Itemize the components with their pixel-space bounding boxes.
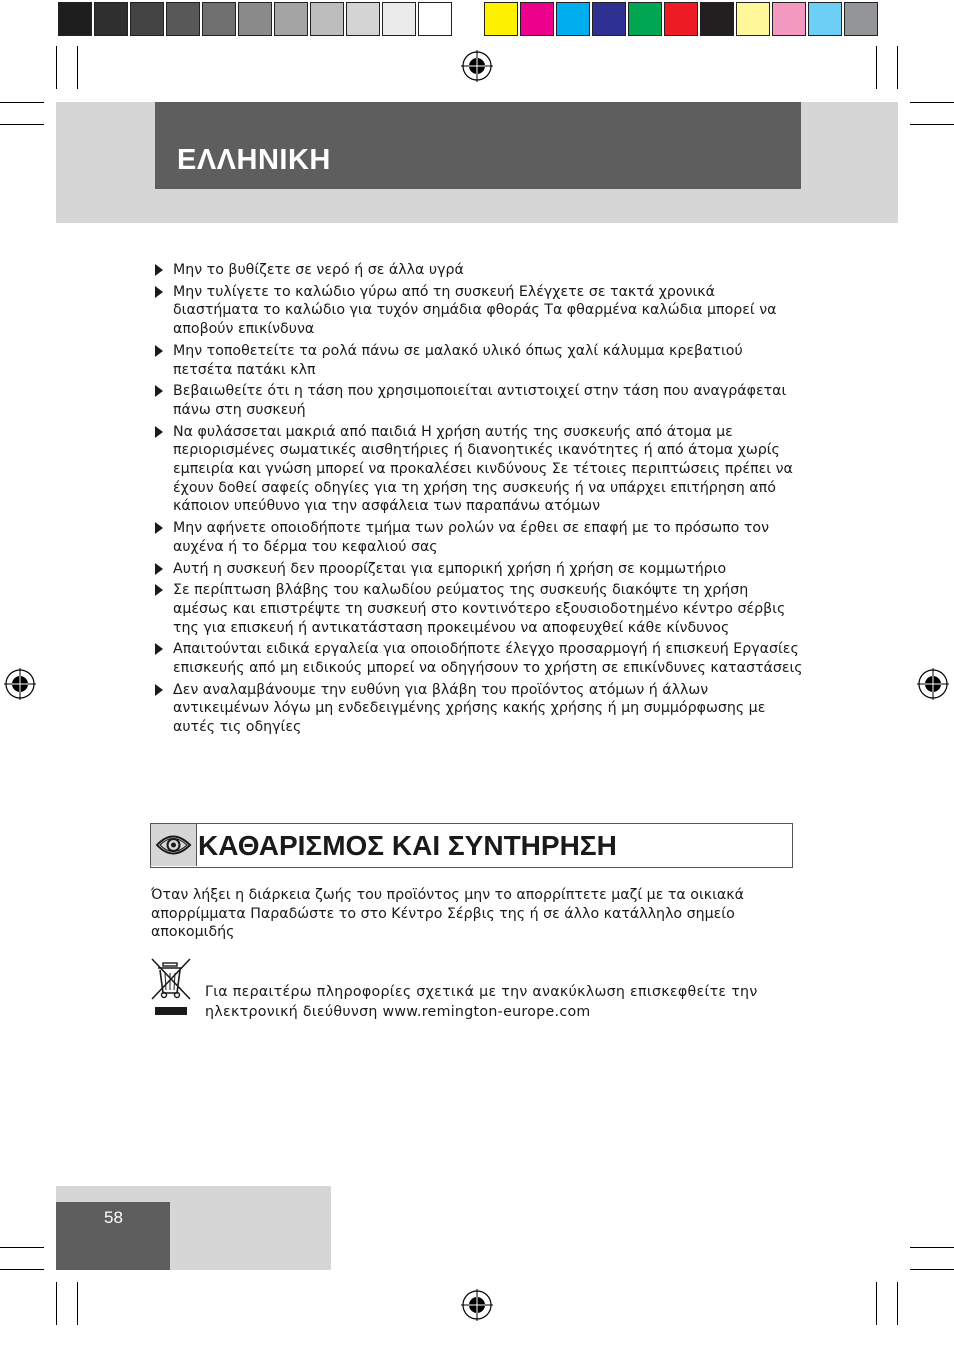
gray-swatch	[130, 2, 164, 36]
bullet-arrow-icon	[155, 345, 163, 357]
warning-text: Μην το βυθίζετε σε νερό ή σε άλλα υγρά	[173, 262, 464, 278]
warning-item	[155, 681, 805, 737]
safety-warnings-list	[155, 261, 805, 740]
warning-text: Σε περίπτωση βλάβης του καλωδίου ρεύματος της συσκευής διακόψτε τη χρήση αμέσως και επιστρέψτε τη συσκευή στο κοντινότερο εξουσιοδοτημένο κέντρο σέρβις της για επισκευή ή αντικατάσταση προκειμένου να αποφευχθεί κάθε κίνδυνος	[173, 582, 786, 636]
gray-swatch	[238, 2, 272, 36]
bullet-arrow-icon	[155, 643, 163, 655]
warning-item	[155, 581, 805, 637]
registration-mark-icon	[461, 1289, 493, 1321]
warning-item	[155, 640, 805, 677]
color-swatch	[808, 2, 842, 36]
section-title: ΚΑΘΑΡΙΣΜΟΣ ΚΑΙ ΣΥΝΤΗΡΗΣΗ	[198, 830, 617, 861]
gray-swatch	[94, 2, 128, 36]
bullet-arrow-icon	[155, 385, 163, 397]
grayscale-calibration-bar	[57, 0, 453, 40]
bullet-arrow-icon	[155, 426, 163, 438]
bullet-arrow-icon	[155, 286, 163, 298]
color-swatch	[700, 2, 734, 36]
warning-item	[155, 560, 805, 579]
warning-item	[155, 283, 805, 339]
bullet-arrow-icon	[155, 584, 163, 596]
page-number: 58	[104, 1208, 123, 1227]
warning-text: Να φυλάσσεται μακριά από παιδιά Η χρήση αυτής της συσκευής από άτομα με περιορισμένες σωματικές αισθητήριες ή διανοητικές ικανότητες ή από άτομα χωρίς εμπειρία και γνώση μπορεί να προκαλέσει κινδύνους Σε τέτοιες περιπτώσεις πρέπει να έχουν δοθεί σαφείς οδηγίες για τη χρήση της συσκευής ή να υπάρχει επιτήρηση από κάποιον υπεύθυνο για την ασφάλεια των παραπάνω ατόμων	[173, 423, 793, 515]
warning-item	[155, 382, 805, 419]
warning-item	[155, 261, 805, 280]
warning-text: Αυτή η συσκευή δεν προορίζεται για εμπορική χρήση ή χρήση σε κομμωτήριο	[173, 560, 727, 577]
color-swatch	[520, 2, 554, 36]
color-swatch	[484, 2, 518, 36]
warning-item	[155, 423, 805, 517]
bullet-arrow-icon	[155, 684, 163, 696]
color-swatch	[736, 2, 770, 36]
disposal-paragraph: Όταν λήξει η διάρκεια ζωής του προϊόντος μην το απορρίπτετε μαζί με τα οικιακά απορρίμματα Παραδώστε το στο Κέντρο Σέρβις της ή σε άλλο κατάλληλο σημείο αποκομιδής	[151, 887, 744, 941]
color-calibration-bar	[483, 0, 879, 40]
color-swatch	[556, 2, 590, 36]
eye-icon	[151, 824, 196, 866]
warning-item	[155, 342, 805, 379]
language-title: ΕΛΛΗΝΙΚΗ	[177, 144, 331, 176]
bullet-arrow-icon	[155, 522, 163, 534]
bullet-arrow-icon	[155, 264, 163, 276]
warning-text: Απαιτούνται ειδικά εργαλεία για οποιοδήποτε έλεγχο προσαρμογή ή επισκευή Εργασίες επισκευής από μη ειδικούς μπορεί να οδηγήσουν το χρήστη σε επικίνδυνες καταστάσεις	[173, 641, 803, 677]
gray-swatch	[382, 2, 416, 36]
gray-swatch	[58, 2, 92, 36]
gray-swatch	[346, 2, 380, 36]
warning-text: Μην αφήνετε οποιοδήποτε τμήμα των ρολών να έρθει σε επαφή με το πρόσωπο τον αυχένα ή το δέρμα του κεφαλιού σας	[173, 520, 770, 555]
color-swatch	[592, 2, 626, 36]
gray-swatch	[202, 2, 236, 36]
gray-swatch	[418, 2, 452, 36]
color-swatch	[844, 2, 878, 36]
bullet-arrow-icon	[155, 563, 163, 575]
warning-item	[155, 519, 805, 556]
warning-text: Μην τυλίγετε το καλώδιο γύρω από τη συσκευή Ελέγχετε σε τακτά χρονικά διαστήματα το καλώδιο για τυχόν σημάδια φθοράς Τα φθαρμένα καλώδια μπορεί να αποβούν επικίνδυνα	[173, 283, 777, 338]
color-swatch	[772, 2, 806, 36]
recycling-info-text: Για περαιτέρω πληροφορίες σχετικά με την ανακύκλωση επισκεφθείτε την ηλεκτρονική διεύθυνση www.remington-europe.com	[205, 984, 758, 1020]
color-swatch	[628, 2, 662, 36]
registration-mark-icon	[4, 668, 36, 700]
warning-text: Δεν αναλαμβάνουμε την ευθύνη για βλάβη του προϊόντος ατόμων ή άλλων αντικειμένων λόγω μη ενδεδειγμένης χρήσης κακής χρήσης ή μη συμμόρφωσης με αυτές τις οδηγίες	[173, 681, 766, 736]
warning-text: Βεβαιωθείτε ότι η τάση που χρησιμοποιείται αντιστοιχεί στην τάση που αναγράφεται πάνω στη συσκευή	[173, 383, 787, 418]
warning-text: Μην τοποθετείτε τα ρολά πάνω σε μαλακό υλικό όπως χαλί κάλυμμα κρεβατιού πετσέτα πατάκι κλπ	[173, 342, 743, 378]
gray-swatch	[310, 2, 344, 36]
gray-swatch	[274, 2, 308, 36]
gray-swatch	[166, 2, 200, 36]
section-icon-cell	[151, 824, 197, 866]
color-swatch	[664, 2, 698, 36]
registration-mark-icon	[461, 50, 493, 82]
registration-mark-icon	[917, 668, 949, 700]
crossed-out-bin-icon	[150, 957, 192, 1017]
